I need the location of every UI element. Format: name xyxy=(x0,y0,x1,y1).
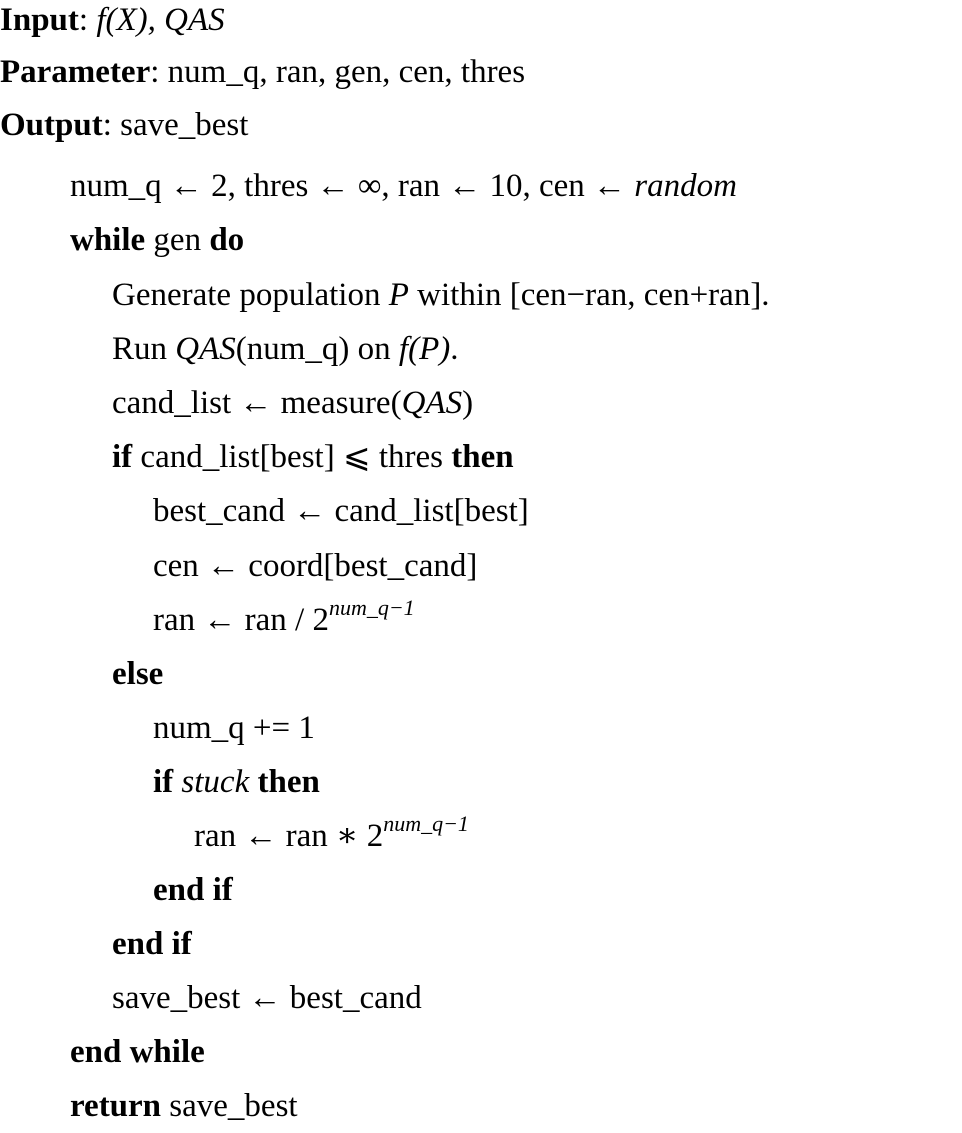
code-text: ran ← ran / 2 xyxy=(153,602,329,638)
line-code xyxy=(112,917,192,971)
line-code xyxy=(112,647,163,701)
keyword: return xyxy=(70,1088,162,1124)
code-math: f(P) xyxy=(398,331,451,367)
parameter-label: Parameter xyxy=(0,54,151,90)
line-code xyxy=(112,268,770,322)
exponent: num_q−1 xyxy=(383,811,469,836)
line-code xyxy=(70,1025,205,1079)
keyword: if xyxy=(153,764,174,800)
keyword: end if xyxy=(153,872,233,908)
code-text: cand_list[best] ⩽ thres xyxy=(132,439,452,475)
code-text: num_q ← 2, thres ← ∞, ran ← 10, cen ← xyxy=(70,168,635,204)
code-math: random xyxy=(634,168,737,204)
input-label: Input xyxy=(0,2,79,38)
code-math: QAS xyxy=(175,331,236,367)
line-code xyxy=(194,809,469,866)
line-code xyxy=(153,484,529,538)
parameter-line: Parameter: num_q, ran, gen, cen, thres xyxy=(0,54,526,90)
code-text: save_best ← best_cand xyxy=(112,980,422,1016)
input-value: f(X), QAS xyxy=(96,2,225,38)
code-text: gen xyxy=(145,222,210,258)
code-text: within [cen−ran, cen+ran]. xyxy=(408,277,770,313)
line-code xyxy=(153,863,233,917)
keyword: then xyxy=(257,764,320,800)
line-code xyxy=(153,755,320,809)
output-label: Output xyxy=(0,107,103,143)
code-text: Run xyxy=(112,331,176,367)
input-line: Input: f(X), QAS xyxy=(0,2,225,38)
line-code xyxy=(70,159,737,213)
output-value: save_best xyxy=(120,107,249,143)
keyword: while xyxy=(70,222,146,258)
keyword: if xyxy=(112,439,133,475)
line-code xyxy=(112,322,458,376)
code-text: save_best xyxy=(161,1088,298,1124)
keyword: do xyxy=(209,222,245,258)
code-text: (num_q) on xyxy=(235,331,399,367)
line-code xyxy=(112,376,473,430)
code-text: Generate population xyxy=(112,277,389,313)
keyword: then xyxy=(451,439,514,475)
line-code xyxy=(70,1079,298,1133)
parameter-value: num_q, ran, gen, cen, thres xyxy=(167,54,526,90)
code-text: . xyxy=(450,331,459,367)
line-code xyxy=(112,430,514,484)
code-text: num_q += 1 xyxy=(153,710,315,746)
output-line: Output: save_best xyxy=(0,107,249,143)
code-math: stuck xyxy=(181,764,250,800)
code-text: ) xyxy=(462,385,474,421)
keyword: else xyxy=(112,656,164,692)
code-math: QAS xyxy=(401,385,463,421)
code-math: P xyxy=(388,277,409,313)
keyword: end if xyxy=(112,926,192,962)
line-code xyxy=(70,213,244,267)
code-text: cand_list ← measure( xyxy=(112,385,402,421)
line-code xyxy=(153,701,315,755)
keyword: end while xyxy=(70,1034,205,1070)
line-code xyxy=(153,593,415,650)
code-text: cen ← coord[best_cand] xyxy=(153,548,478,584)
exponent: num_q−1 xyxy=(328,595,415,620)
line-code xyxy=(112,971,422,1025)
line-code xyxy=(153,539,477,593)
code-text: best_cand ← cand_list[best] xyxy=(153,493,529,529)
code-text: ran ← ran ∗ 2 xyxy=(194,818,384,854)
